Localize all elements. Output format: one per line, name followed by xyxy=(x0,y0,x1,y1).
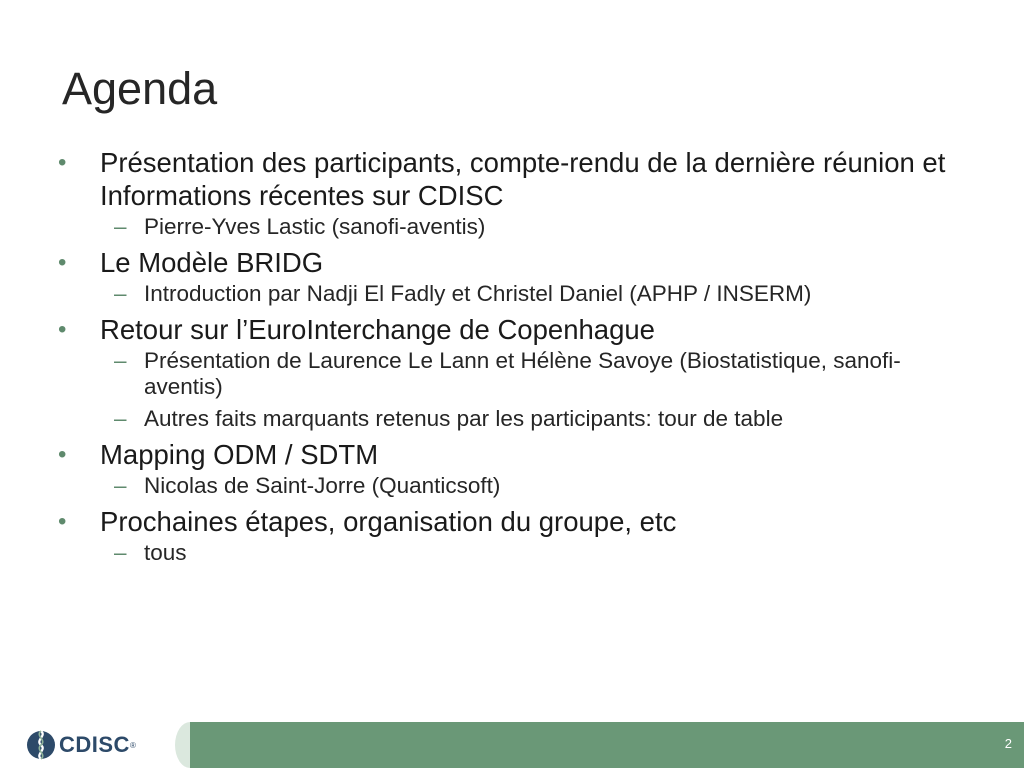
agenda-subitem-text: Présentation de Laurence Le Lann et Hélène Savoye (Biostatistique, sanofi-aventis) xyxy=(144,348,901,399)
dash-icon: – xyxy=(114,406,127,431)
footer-band xyxy=(190,722,1024,768)
agenda-sublist xyxy=(100,540,978,566)
bullet-dot-icon: • xyxy=(58,249,67,276)
agenda-item-text: Retour sur l’EuroInterchange de Copenhague xyxy=(100,314,655,345)
dash-icon: – xyxy=(114,473,127,498)
bullet-dot-icon: • xyxy=(58,149,67,176)
page-number: 2 xyxy=(1004,736,1012,751)
agenda-subitem-text: tous xyxy=(144,540,187,565)
agenda-subitem xyxy=(100,348,978,400)
bullet-dot-icon: • xyxy=(58,508,67,535)
bullet-dot-icon: • xyxy=(58,441,67,468)
agenda-item-text: Le Modèle BRIDG xyxy=(100,247,324,278)
agenda-list xyxy=(58,146,978,572)
agenda-item-text: Présentation des participants, compte-rendu de la dernière réunion et Informations récentes sur CDISC xyxy=(100,147,946,211)
agenda-sublist xyxy=(100,214,978,240)
agenda-sublist xyxy=(100,473,978,499)
slide-title: Agenda xyxy=(62,63,218,114)
agenda-subitem xyxy=(100,540,978,566)
agenda-subitem xyxy=(100,406,978,432)
agenda-item xyxy=(58,438,978,499)
agenda-subitem-text: Introduction par Nadji El Fadly et Christel Daniel (APHP / INSERM) xyxy=(144,281,812,306)
agenda-item-text: Mapping ODM / SDTM xyxy=(100,439,379,470)
agenda-item xyxy=(58,505,978,566)
agenda-sublist xyxy=(100,348,978,432)
bullet-dot-icon: • xyxy=(58,316,67,343)
agenda-subitem-text: Autres faits marquants retenus par les participants: tour de table xyxy=(144,406,784,431)
logo-text: CDISC xyxy=(59,732,130,757)
dash-icon: – xyxy=(114,540,127,565)
cdisc-logo xyxy=(26,730,136,760)
dash-icon: – xyxy=(114,214,127,239)
cdisc-helix-icon xyxy=(26,730,56,760)
dash-icon: – xyxy=(114,281,127,306)
agenda-item-text: Prochaines étapes, organisation du groupe, etc xyxy=(100,506,677,537)
agenda-subitem xyxy=(100,473,978,499)
agenda-item xyxy=(58,246,978,307)
agenda-item xyxy=(58,146,978,240)
agenda-subitem-text: Nicolas de Saint-Jorre (Quanticsoft) xyxy=(144,473,501,498)
dash-icon: – xyxy=(114,348,127,373)
agenda-subitem xyxy=(100,281,978,307)
agenda-subitem-text: Pierre-Yves Lastic (sanofi-aventis) xyxy=(144,214,486,239)
agenda-sublist xyxy=(100,281,978,307)
agenda-subitem xyxy=(100,214,978,240)
slide-footer xyxy=(0,720,1024,768)
agenda-item xyxy=(58,313,978,432)
logo-trademark: ® xyxy=(129,740,136,750)
